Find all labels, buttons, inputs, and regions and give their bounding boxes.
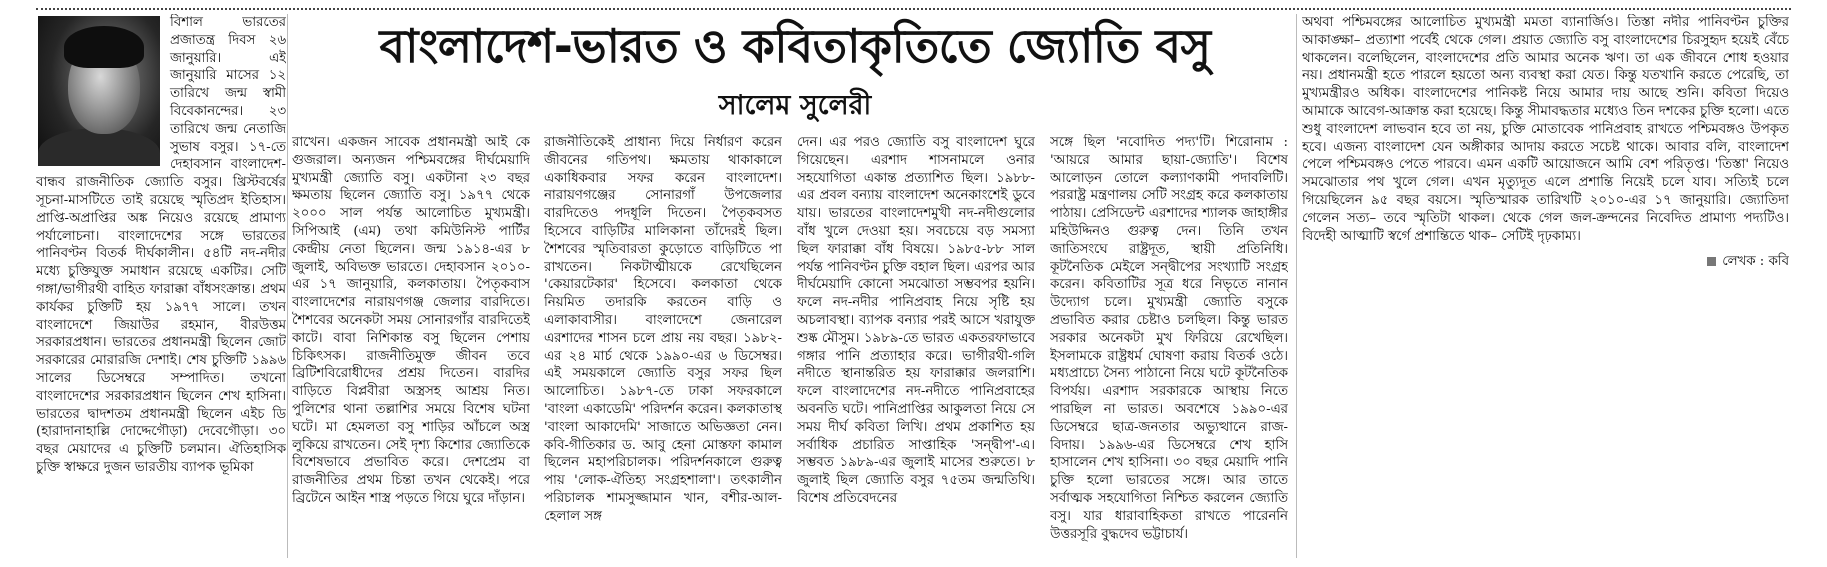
square-bullet-icon bbox=[1707, 257, 1716, 266]
article-byline: সালেম সুলেরী bbox=[718, 90, 872, 121]
column-1-text: বিশাল ভারতের প্রজাতন্ত্র দিবস ২৬ জানুয়ারি। এই জানুয়ারি মাসের ১২ তারিখে জন্ম স্বামী বিবেকানন্দের। ২৩ তারিখে জন্ম নেতাজি সুভাষ বসুর। ১৭-তে দেহাবসান বাংলাদেশ-বান্ধব রাজনীতিক জ্যোতি বসুর। খ্রিস্টবর্ষের সূচনা-মাসটিতে তাই রয়েছে স্মৃতিপ্রদ ইতিহাস। প্রাপ্তি-অপ্রাপ্তির অঙ্ক নিয়েও রয়েছে প্রামাণ্য পর্যালোচনা। বাংলাদেশের সঙ্গে ভারতের পানিবণ্টন বিতর্ক দীর্ঘকালীন। ৫৪টি নদ-নদীর মধ্যে চুক্তিযুক্ত সমাধান রয়েছে একটির। সেটি গঙ্গা/ভাগীরথী বাহিত ফারাক্কা বাঁধসংক্রান্ত। প্রথম কার্যকর চুক্তিটি হয় ১৯৭৭ সালে। তখন বাংলাদেশে জিয়াউর রহমান, বীরউত্তম সরকারপ্রধান। ভারতের প্রধানমন্ত্রী ছিলেন জোট সরকারের মোরারজি দেশাই। শেষ চুক্তিটি ১৯৯৬ সালের ডিসেম্বরে সম্পাদিত। তখনো বাংলাদেশের সরকারপ্রধান ছিলেন শেখ হাসিনা। ভারতের দ্বাদশতম প্রধানমন্ত্রী ছিলেন এইচ ডি (হারাদানাহাল্লি দোদ্দেগৌড়া) দেবেগৌড়া। ৩০ বছর মেয়াদের এ চুক্তিটি চলমান। ঐতিহাসিক চুক্তি স্বাক্ষরে দুজন ভারতীয় ব্যাপক ভূমিকা bbox=[36, 15, 286, 475]
column-5-text: সঙ্গে ছিল 'নবোদিত পদ্য'টি। শিরোনাম : 'আয়রে আমার ছায়া-জ্যোতি'। বিশেষ আলোড়ন তোলে কল্যাণকামী পদাবলিটি। পররাষ্ট্র মন্ত্রণালয় সেটি সংগ্রহ করে কলকাতায় পাঠায়। প্রেসিডেন্ট এরশাদের শ্যালক জাহাঙ্গীর মহিউদ্দিনও গুরুত্ব দেন। তিনি তখন জাতিসংঘে রাষ্ট্রদূত, স্থায়ী প্রতিনিধি। কূটনৈতিক মেইলে সন্দ্বীপের সংখ্যাটি সংগ্রহ করেন। কবিতাটির সূত্র ধরে নিভৃতে নানান উদ্যোগ চলে। মুখ্যমন্ত্রী জ্যোতি বসুকে প্রভাবিত করার চেষ্টাও চলছিল। কিন্তু ভারত সরকার অনেকটা মুখ ফিরিয়ে রেখেছিল। ইসলামকে রাষ্ট্রধর্ম ঘোষণা করায় বিতর্ক ওঠে। মধ্যপ্রাচ্যে সৈন্য পাঠানো নিয়ে ঘটে কূটনৈতিক বিপর্যয়। এরশাদ সরকারকে আস্থায় নিতে পারছিল না ভারত। অবশেষে ১৯৯০-এর ডিসেম্বরে ছাত্র-জনতার অভ্যুত্থানে রাজ-বিদায়। ১৯৯৬-এর ডিসেম্বরে শেখ হাসি হাসালেন শেখ হাসিনা। ৩০ বছর মেয়াদি পানি চুক্তি হলো ভারতের সঙ্গে। আর তাতে সর্বাত্মক সহযোগিতা নিশ্চিত করলেন জ্যোতি বসু। যার ধারাবাহিকতা রাখতে পারেননি উত্তরসূরি বুদ্ধদেব ভট্টাচার্য। bbox=[1050, 135, 1288, 542]
top-dotted-rule bbox=[36, 8, 1791, 10]
headline-block bbox=[290, 14, 1300, 132]
photo-hair bbox=[64, 26, 144, 68]
column-divider bbox=[1296, 14, 1297, 558]
column-4-text: দেন। এর পরও জ্যোতি বসু বাংলাদেশ ঘুরে গিয়েছেন। এরশাদ শাসনামলে ওনার সহযোগিতা একান্ত প্রত্যাশিত ছিল। ১৯৮৮-এর প্রবল বন্যায় বাংলাদেশ অনেকাংশেই ডুবে যায়। ভারতের বাংলাদেশমুখী নদ-নদীগুলোর বাঁধ খুলে দেওয়া হয়। সবচেয়ে বড় সমস্যা ছিল ফারাক্কা বাঁধ বিষয়ে। ১৯৮৫-৮৮ সাল পর্যন্ত পানিবণ্টন চুক্তি বহাল ছিল। এরপর আর দীর্ঘমেয়াদি কোনো সমঝোতা সম্ভবপর হয়নি। ফলে নদ-নদীর পানিপ্রবাহ নিয়ে সৃষ্টি হয় অচলাবস্থা। ব্যাপক বন্যার পরই আসে খরাযুক্ত শুষ্ক মৌসুম। ১৯৮৯-তে ভারত একতরফাভাবে গঙ্গার পানি প্রত্যাহার করে। ভাগীরথী-গলি নদীতে স্থানান্তরিত হয় ফারাক্কার জলরাশি। ফলে বাংলাদেশের নদ-নদীতে পানিপ্রবাহের অবনতি ঘটে। পানিপ্রাপ্তির আকুলতা নিয়ে সে সময় দীর্ঘ কবিতা লিখি। প্রথম প্রকাশিত হয় সর্বাধিক প্রচারিত সাপ্তাহিক 'সন্দ্বীপ'-এ। সম্ভবত ১৯৮৯-এর জুলাই মাসের শুরুতে। ৮ জুলাই ছিল জ্যোতি বসুর ৭৫তম জন্মতিথি। বিশেষ প্রতিবেদনের bbox=[797, 135, 1035, 506]
newspaper-page bbox=[36, 14, 1791, 562]
column-5 bbox=[1050, 134, 1288, 554]
column-4 bbox=[797, 134, 1035, 554]
column-6 bbox=[1302, 14, 1789, 554]
author-photo bbox=[38, 16, 160, 166]
author-note bbox=[1302, 253, 1789, 271]
column-3 bbox=[544, 134, 782, 554]
author-note-text: লেখক : কবি bbox=[1722, 254, 1789, 270]
column-divider bbox=[287, 14, 288, 558]
column-2-text: রাখেন। একজন সাবেক প্রধানমন্ত্রী আই কে গুজরাল। অন্যজন পশ্চিমবঙ্গের দীর্ঘমেয়াদি মুখ্যমন্ত্রী জ্যোতি বসু। একটানা ২৩ বছর ক্ষমতায় ছিলেন জ্যোতি বসু। ১৯৭৭ থেকে ২০০০ সাল পর্যন্ত আলোচিত মুখ্যমন্ত্রী। সিপিআই (এম) তথা কমিউনিস্ট পার্টির কেন্দ্রীয় নেতা ছিলেন। জন্ম ১৯১৪-এর ৮ জুলাই, অবিভক্ত ভারতে। দেহাবসান ২০১০-এর ১৭ জানুয়ারি, কলকাতায়। পৈতৃকবাস বাংলাদেশের নারায়ণগঞ্জ জেলার বারদিতে। শৈশবের অনেকটা সময় সোনারগাঁর বারদিতেই কাটে। বাবা নিশিকান্ত বসু ছিলেন পেশায় চিকিৎসক। রাজনীতিমুক্ত জীবন তবে ব্রিটিশবিরোধীদের প্রশ্রয় দিতেন। বারদির বাড়িতে বিপ্লবীরা অস্ত্রসহ আশ্রয় নিত। পুলিশের থানা তল্লাশির সময়ে বিশেষ ঘটনা ঘটে। মা হেমলতা বসু শাড়ির আঁচলে অস্ত্র লুকিয়ে রাখতেন। সেই দৃশ্য কিশোর জ্যোতিকে বিশেষভাবে প্রভাবিত করে। দেশপ্রেম বা রাজনীতির প্রথম চিন্তা তখন থেকেই। পরে ব্রিটেনে আইন শাস্ত্র পড়তে গিয়ে ঘুরে দাঁড়ান। bbox=[292, 135, 530, 506]
column-3-text: রাজনীতিকেই প্রাধান্য দিয়ে নির্ধারণ করেন জীবনের গতিপথ। ক্ষমতায় থাকাকালে একাধিকবার সফর করেন বাংলাদেশ। নারায়ণগঞ্জের সোনারগাঁ উপজেলার বারদিতেও পদধূলি দিতেন। পৈতৃকবসত হিসেবে বাড়িটির মালিকানা তাঁদেরই ছিল। শৈশবের স্মৃতিবারতা কুড়োতে বাড়িটিতে পা রাখতেন। নিকটাত্মীয়কে রেখেছিলেন 'কেয়ারটেকার' হিসেবে। কলকাতা থেকে নিয়মিত তদারকি করতেন বাড়ি ও এলাকাবাসীর। বাংলাদেশে জেনারেল এরশাদের শাসন চলে প্রায় নয় বছর। ১৯৮২-এর ২৪ মার্চ থেকে ১৯৯০-এর ৬ ডিসেম্বর। এই সময়কালে জ্যোতি বসুর সফর ছিল আলোচিত। ১৯৮৭-তে ঢাকা সফরকালে 'বাংলা একাডেমি' পরিদর্শন করেন। কলকাতাস্থ 'বাংলা আকাদেমি' সাজাতে অভিজ্ঞতা নেন। কবি-গীতিকার ড. আবু হেনা মোস্তফা কামাল ছিলেন মহাপরিচালক। পরিদর্শনকালে গুরুত্ব পায় 'লোক-ঐতিহ্য সংগ্রহশালা'। তৎকালীন পরিচালক শামসুজ্জামান খান, বশীর-আল-হেলাল সঙ্গ bbox=[544, 135, 782, 524]
article-headline: বাংলাদেশ-ভারত ও কবিতাকৃতিতে জ্যোতি বসু bbox=[379, 19, 1211, 73]
column-6-text: অথবা পশ্চিমবঙ্গের আলোচিত মুখ্যমন্ত্রী মমতা ব্যানার্জিও। তিস্তা নদীর পানিবণ্টন চুক্তির আকাঙ্ক্ষা– প্রত্যাশা পর্বেই থেকে গেল। প্রয়াত জ্যোতি বসু বাংলাদেশের চিরসুহৃদ হয়েই বেঁচে থাকলেন। বলেছিলেন, বাংলাদেশের প্রতি আমার অনেক ঋণ। তা এক জীবনে শোধ হওয়ার নয়। প্রধানমন্ত্রী হতে পারলে হয়তো অন্য ব্যবস্থা করা যেত। কিন্তু যতখানি করতে পেরেছি, তা মুখ্যমন্ত্রীরও অধিক। বাংলাদেশের পানিকষ্ট নিয়ে আমার দায় আছে শুনি। কবিতা দিয়েও আমাকে আবেগ-আক্রান্ত করা হয়েছে। কিন্তু সীমাবদ্ধতার মধ্যেও তিন দশকের চুক্তি হলো। এতে শুধু বাংলাদেশ লাভবান হবে তা নয়, চুক্তি মোতাবেক পানিপ্রবাহ রাখতে পশ্চিমবঙ্গও উপকৃত হবে। এজন্য বাংলাদেশ যেন অঙ্গীকার আদায় করতে সচেষ্ট থাকে। আবার বলি, বাংলাদেশ পেলে পশ্চিমবঙ্গও পেতে পারবে। এমন একটি আয়োজনে আমি বেশ পরিতৃপ্ত। 'তিস্তা' নিয়েও সমঝোতার পথ খুলে গেল। এখন মৃত্যুদূত এলে প্রশান্তি নিয়েই চলে যাব। সত্যিই চলে গিয়েছিলেন ৯৫ বছর বয়সে। স্মৃতিস্মারক তারিখটি ২০১০-এর ১৭ জানুয়ারি। জ্যোতিদা গেলেন সত্য– তবে স্মৃতিটা থাকল। থেকে গেল জল-ক্রন্দনের নিবেদিত প্রামাণ্য পদ্যটিও। বিদেহী আত্মাটি স্বর্গে প্রশান্তিতে থাক– সেটিই দৃঢ়কাম্য। bbox=[1302, 15, 1789, 244]
column-1 bbox=[36, 14, 286, 554]
column-2 bbox=[292, 134, 530, 554]
